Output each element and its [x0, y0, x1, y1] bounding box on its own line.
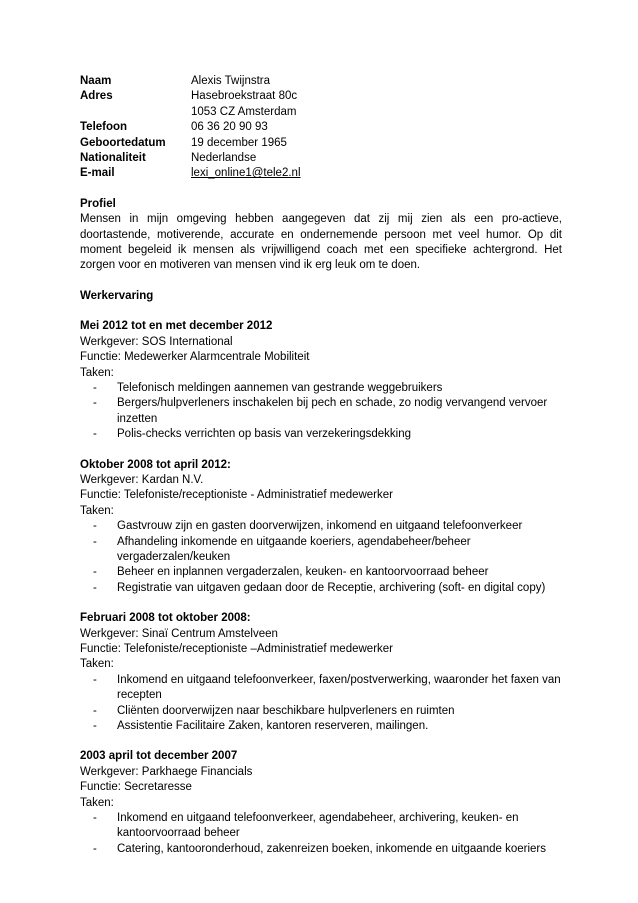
task-item — [80, 704, 562, 719]
task-text: Catering, kantooronderhoud, zakenreizen boeken, inkomende en uitgaande koeriers — [117, 842, 546, 855]
bullet-dash: - — [93, 704, 97, 717]
bullet-dash: - — [93, 812, 97, 825]
job-tasks-label: Taken: — [80, 658, 114, 671]
task-text: Telefonisch meldingen aannemen van gestrande weggebruikers — [117, 381, 443, 394]
phone-row — [80, 120, 562, 135]
jobs-list — [80, 319, 562, 857]
task-item — [80, 396, 562, 427]
job-function: Functie: Telefoniste/receptioniste –Administratief medewerker — [80, 643, 393, 655]
job-entry — [80, 749, 562, 857]
task-item — [80, 581, 562, 596]
nationality-label: Nationaliteit — [80, 152, 146, 165]
experience-heading: Werkervaring — [80, 289, 154, 302]
job-entry — [80, 319, 562, 442]
email-label: E-mail — [80, 167, 115, 180]
task-list — [80, 381, 562, 443]
task-text: Bergers/hulpverleners inschakelen bij pech en schade, zo nodig vervangend vervoer inzetten — [117, 397, 548, 425]
nationality-value: Nederlandse — [191, 152, 257, 165]
bullet-dash: - — [93, 720, 97, 733]
task-text: Afhandeling inkomende en uitgaande koeriers, agendabeheer/beheer vergaderzalen/keuken — [117, 535, 471, 563]
address-line1: Hasebroekstraat 80c — [191, 90, 298, 103]
task-item — [80, 519, 562, 534]
job-period: 2003 april tot december 2007 — [80, 750, 238, 763]
profile-text: Mensen in mijn omgeving hebben aangegeven dat zij mij zien als een pro-actieve, doortastende, motiverende, accurate en ondernemende persoon met veel humor. Op dit moment begeleid ik mensen als vrijwilligend coach met een specifieke achtergrond. Het zorgen voor en motiveren van mensen vind ik erg leuk om te doen. — [80, 213, 562, 272]
bullet-dash: - — [93, 842, 97, 855]
task-item — [80, 673, 562, 704]
task-list — [80, 811, 562, 857]
job-function: Functie: Medewerker Alarmcentrale Mobiliteit — [80, 351, 310, 364]
task-item — [80, 842, 562, 857]
job-period: Februari 2008 tot oktober 2008: — [80, 612, 251, 625]
task-item — [80, 381, 562, 396]
job-function: Functie: Secretaresse — [80, 781, 192, 794]
phone-value: 06 36 20 90 93 — [191, 121, 268, 134]
name-value: Alexis Twijnstra — [191, 75, 271, 87]
bullet-dash: - — [93, 535, 97, 548]
email-link[interactable]: lexi_online1@tele2.nl — [191, 167, 301, 180]
address-spacer — [80, 105, 191, 120]
bullet-dash: - — [93, 566, 97, 579]
job-employer: Werkgever: Kardan N.V. — [80, 473, 204, 486]
task-item — [80, 535, 562, 566]
profile-heading: Profiel — [80, 197, 116, 210]
birth-value: 19 december 1965 — [191, 136, 287, 149]
bullet-dash: - — [93, 520, 97, 533]
task-text: Registratie van uitgaven gedaan door de Receptie, archivering (soft- en digital copy) — [117, 581, 546, 594]
nationality-row — [80, 151, 562, 166]
task-text: Gastvrouw zijn en gasten doorverwijzen, inkomend en uitgaand telefoonverkeer — [117, 520, 523, 533]
task-item — [80, 811, 562, 842]
job-period: Mei 2012 tot en met december 2012 — [80, 320, 273, 333]
job-employer: Werkgever: Sinaï Centrum Amstelveen — [80, 627, 278, 640]
task-list — [80, 519, 562, 596]
bullet-dash: - — [93, 673, 97, 686]
personal-info — [80, 74, 562, 182]
job-tasks-label: Taken: — [80, 366, 114, 379]
task-text: Cliënten doorverwijzen naar beschikbare hulpverleners en ruimten — [117, 704, 455, 717]
job-function: Functie: Telefoniste/receptioniste - Administratief medewerker — [80, 489, 393, 502]
task-item — [80, 427, 562, 442]
job-entry — [80, 611, 562, 734]
task-text: Beheer en inplannen vergaderzalen, keuken- en kantoorvoorraad beheer — [117, 566, 489, 579]
email-row — [80, 166, 562, 181]
task-text: Assistentie Facilitaire Zaken, kantoren reserveren, mailingen. — [117, 720, 429, 733]
task-text: Inkomend en uitgaand telefoonverkeer, agendabeheer, archivering, keuken- en kantoorvoorraad beheer — [117, 812, 519, 840]
cv-document — [80, 74, 562, 857]
name-row — [80, 74, 562, 89]
address-row — [80, 89, 562, 104]
job-employer: Werkgever: Parkhaege Financials — [80, 765, 253, 778]
task-text: Polis-checks verrichten op basis van verzekeringsdekking — [117, 428, 412, 441]
bullet-dash: - — [93, 397, 97, 410]
bullet-dash: - — [93, 428, 97, 441]
task-item — [80, 719, 562, 734]
job-entry — [80, 458, 562, 597]
job-employer: Werkgever: SOS International — [80, 335, 233, 348]
task-item — [80, 565, 562, 580]
job-period: Oktober 2008 tot april 2012: — [80, 458, 231, 471]
birth-row — [80, 136, 562, 151]
name-label: Naam — [80, 75, 112, 87]
bullet-dash: - — [93, 381, 97, 394]
bullet-dash: - — [93, 581, 97, 594]
address-row-2 — [80, 105, 562, 120]
address-label: Adres — [80, 90, 113, 103]
address-line2: 1053 CZ Amsterdam — [191, 105, 297, 118]
task-text: Inkomend en uitgaand telefoonverkeer, faxen/postverwerking, waaronder het faxen van recepten — [117, 673, 561, 702]
birth-label: Geboortedatum — [80, 136, 166, 149]
job-tasks-label: Taken: — [80, 504, 114, 517]
task-list — [80, 673, 562, 735]
job-tasks-label: Taken: — [80, 796, 114, 809]
phone-label: Telefoon — [80, 121, 128, 134]
